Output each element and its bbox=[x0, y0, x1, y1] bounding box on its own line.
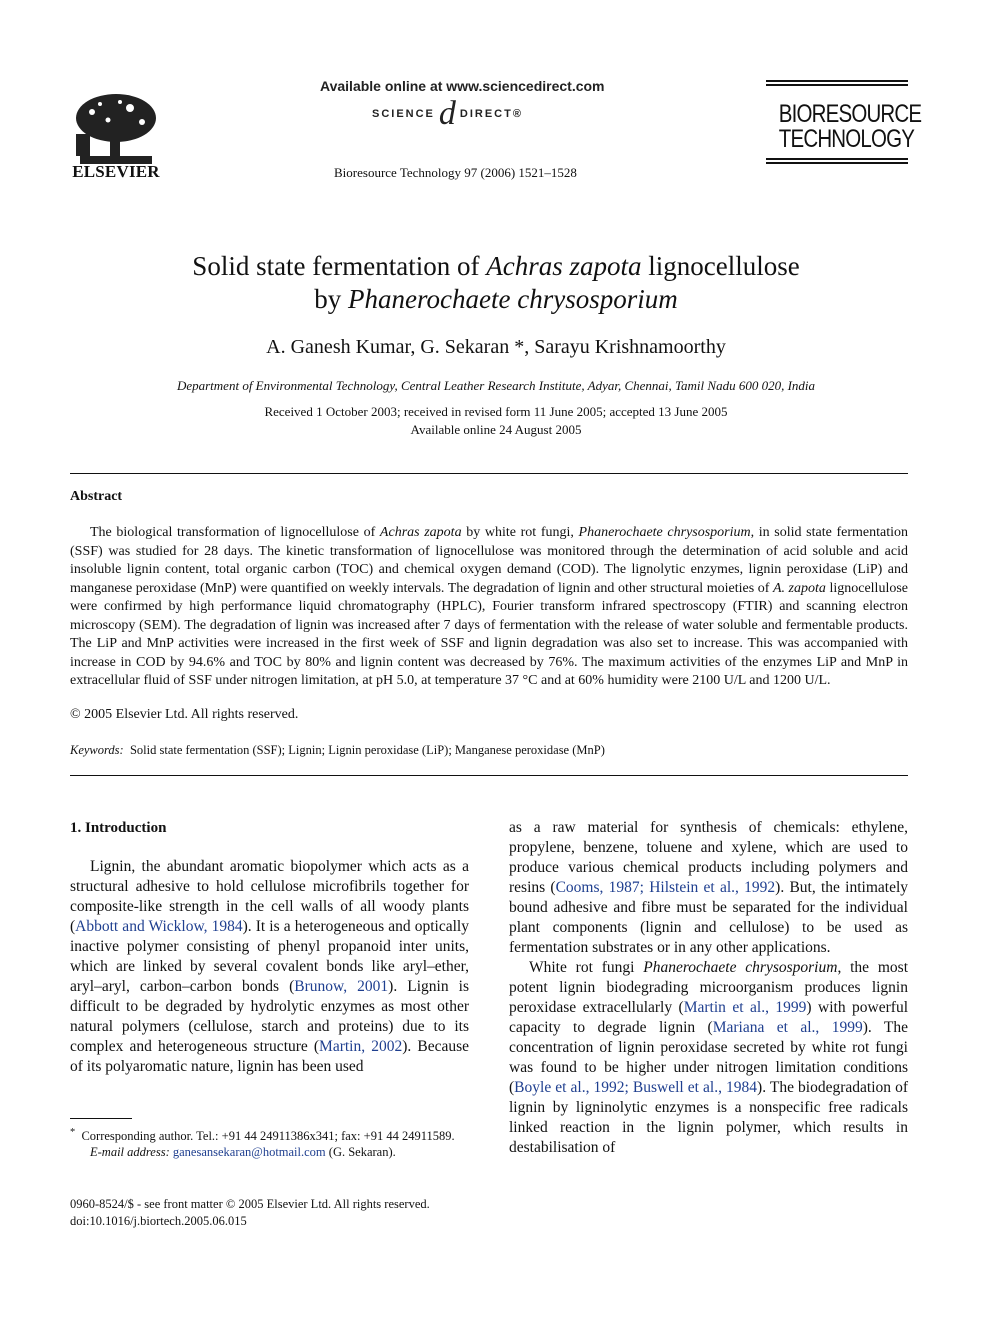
body-text: ). Because of its polyaromatic nature, lignin has been used bbox=[70, 1038, 469, 1075]
journal-logo-line1: BIORESOURCE bbox=[778, 100, 922, 128]
footnote bbox=[70, 1125, 469, 1160]
divider-top bbox=[70, 473, 908, 474]
issn-line: 0960-8524/$ - see front matter © 2005 Elsevier Ltd. All rights reserved. bbox=[70, 1197, 430, 1211]
intro-paragraph-1-continued bbox=[509, 818, 908, 958]
abstract-text: by white rot fungi, bbox=[461, 525, 579, 540]
body-text: ). Lignin is difficult to be degraded by hydrolytic enzymes as most other natural polymers (cellulose, starch and proteins) due to its complex and heterogeneous structure ( bbox=[70, 978, 469, 1055]
abstract-body bbox=[70, 524, 908, 691]
footnote-marker: * bbox=[70, 1127, 76, 1138]
intro-paragraph-1 bbox=[70, 857, 469, 1077]
body-text: ). It is a heterogeneous and optically inactive polymer consisting of phenyl propanoid inter units, which are linked by several covalent bonds like aryl–ether, aryl–aryl, carbon–carbon bonds ( bbox=[70, 918, 469, 995]
body-text: as a raw material for synthesis of chemicals: ethylene, propylene, benzene, toluene and xylene, which are used to produce various chemical products including polymers and resins ( bbox=[509, 819, 908, 896]
journal-logo-line2: TECHNOLOGY bbox=[778, 125, 915, 153]
body-text: ). The concentration of lignin peroxidase secreted by white rot fungi was found to be higher under nitrogen limitation conditions ( bbox=[509, 1019, 908, 1096]
column-right bbox=[509, 818, 908, 1158]
body-text: White rot fungi bbox=[529, 959, 644, 976]
sciencedirect-right: DIRECT® bbox=[459, 107, 523, 120]
intro-paragraph-2 bbox=[509, 958, 908, 1158]
abstract-text: The biological transformation of lignocellulose of bbox=[90, 525, 380, 540]
abstract-heading: Abstract bbox=[70, 489, 123, 504]
title-species-1: Achras zapota bbox=[486, 251, 642, 281]
affiliation: Department of Environmental Technology, Central Leather Research Institute, Adyar, Chennai, Tamil Nadu 600 020, India bbox=[176, 378, 816, 393]
citation-link[interactable]: Brunow, 2001 bbox=[294, 978, 389, 995]
author-list: A. Ganesh Kumar, G. Sekaran *, Sarayu Krishnamoorthy bbox=[266, 336, 726, 358]
body-text: ). The biodegradation of lignin by ligninolytic enzymes is a nonspecific free radicals linked reaction in the lignin polymer, which results in destabilisation of bbox=[509, 1079, 908, 1156]
title-species-2: Phanerochaete chrysosporium bbox=[348, 284, 678, 314]
available-date: Available online 24 August 2005 bbox=[410, 422, 582, 437]
citation-link[interactable]: Martin et al., 1999 bbox=[683, 999, 807, 1016]
citation-link[interactable]: Abbott and Wicklow, 1984 bbox=[75, 918, 243, 935]
abstract-copyright: © 2005 Elsevier Ltd. All rights reserved. bbox=[70, 707, 299, 722]
keywords bbox=[70, 743, 605, 758]
title-text: Solid state fermentation of bbox=[192, 251, 487, 281]
issn-doi bbox=[70, 1196, 430, 1230]
divider-bottom bbox=[70, 775, 908, 776]
body-text: ). But, the intimately bound adhesive and fibre must be separated for the individual plant components (lignin and cellulose) to be used as fermentation substrates or in any other applications. bbox=[509, 879, 909, 956]
article-dates bbox=[0, 403, 992, 439]
received-dates: Received 1 October 2003; received in revised form 11 June 2005; accepted 13 June 2005 bbox=[264, 404, 728, 419]
keywords-list: Solid state fermentation (SSF); Lignin; Lignin peroxidase (LiP); Manganese peroxidase (MnP) bbox=[129, 743, 605, 757]
body-species: Phanerochaete chrysosporium bbox=[643, 959, 838, 976]
article-title bbox=[0, 250, 992, 316]
doi-line[interactable]: doi:10.1016/j.biortech.2005.06.015 bbox=[70, 1214, 247, 1228]
abstract-species: Achras zapota bbox=[379, 525, 462, 540]
citation-link[interactable]: Boyle et al., 1992; Buswell et al., 1984 bbox=[514, 1079, 758, 1096]
corresponding-author: Corresponding author. Tel.: +91 44 24911386x341; fax: +91 44 24911589. bbox=[81, 1129, 455, 1144]
elsevier-wordmark: ELSEVIER bbox=[72, 162, 160, 181]
abstract-text: lignocellulose were confirmed by high performance liquid chromatography (HPLC), Fourier transform infrared spectroscopy (FTIR) and scanning electron microscopy (SEM). The degradation of lignin was increased after 7 days of fermentation with the release of water soluble and fermentable products. The LiP and MnP activities were increased in the first week of SSF and lignin degradation was also set to increase. This was accompanied with increase in COD by 94.6% and TOC by 80% and lignin content was decreased by 76%. The maximum activities of the enzymes LiP and MnP in extracellular fluid of SSF under nitrogen limitation, at pH 5.0, at temperature 37 °C and at 60% humidity were 2100 U/L and 1200 U/L. bbox=[70, 580, 908, 688]
email-link[interactable]: ganesansekaran@hotmail.com bbox=[172, 1145, 326, 1160]
available-online-banner[interactable]: Available online at www.sciencedirect.com bbox=[320, 78, 605, 94]
journal-logo bbox=[766, 80, 922, 166]
body-text: ) with powerful capacity to degrade lignin ( bbox=[509, 999, 909, 1036]
journal-reference: Bioresource Technology 97 (2006) 1521–1528 bbox=[334, 165, 577, 180]
sciencedirect-logo bbox=[372, 95, 523, 132]
body-text: Lignin, the abundant aromatic biopolymer which acts as a structural adhesive to hold cellulose microfibrils together for composite-like strength in the cell walls of all woody plants ( bbox=[70, 858, 469, 935]
title-text: by bbox=[314, 284, 349, 314]
citation-link[interactable]: Cooms, 1987; Hilstein et al., 1992 bbox=[555, 879, 776, 896]
sciencedirect-d-icon: d bbox=[438, 95, 456, 132]
abstract-species: Phanerochaete chrysosporium bbox=[578, 525, 751, 540]
column-left bbox=[70, 818, 469, 1077]
keywords-label: Keywords: bbox=[70, 743, 124, 757]
sciencedirect-left: SCIENCE bbox=[372, 107, 435, 120]
abstract-text: , in solid state fermentation (SSF) was studied for 28 days. The kinetic transformation of lignocellulose was monitored through the determination of acid soluble and acid insoluble lignin content, total organic carbon (TOC) and chemical oxygen demand (COD). The lignolytic enzymes, lignin peroxidase (LiP) and manganese peroxidase (MnP) were quantified on weekly intervals. The degradation of lignin and other structural moieties of bbox=[70, 525, 909, 596]
title-text: lignocellulose bbox=[641, 251, 800, 281]
abstract-species: A. zapota bbox=[772, 580, 826, 596]
citation-link[interactable]: Mariana et al., 1999 bbox=[712, 1019, 863, 1036]
citation-link[interactable]: Martin, 2002 bbox=[319, 1038, 403, 1055]
body-text: , the most potent lignin biodegrading microorganism produces lignin peroxidase extracellularly ( bbox=[509, 959, 909, 1016]
footnote-divider bbox=[70, 1118, 132, 1119]
email-suffix: (G. Sekaran). bbox=[325, 1145, 396, 1160]
section-heading-introduction: 1. Introduction bbox=[70, 820, 167, 836]
email-label: E-mail address: bbox=[90, 1145, 170, 1160]
